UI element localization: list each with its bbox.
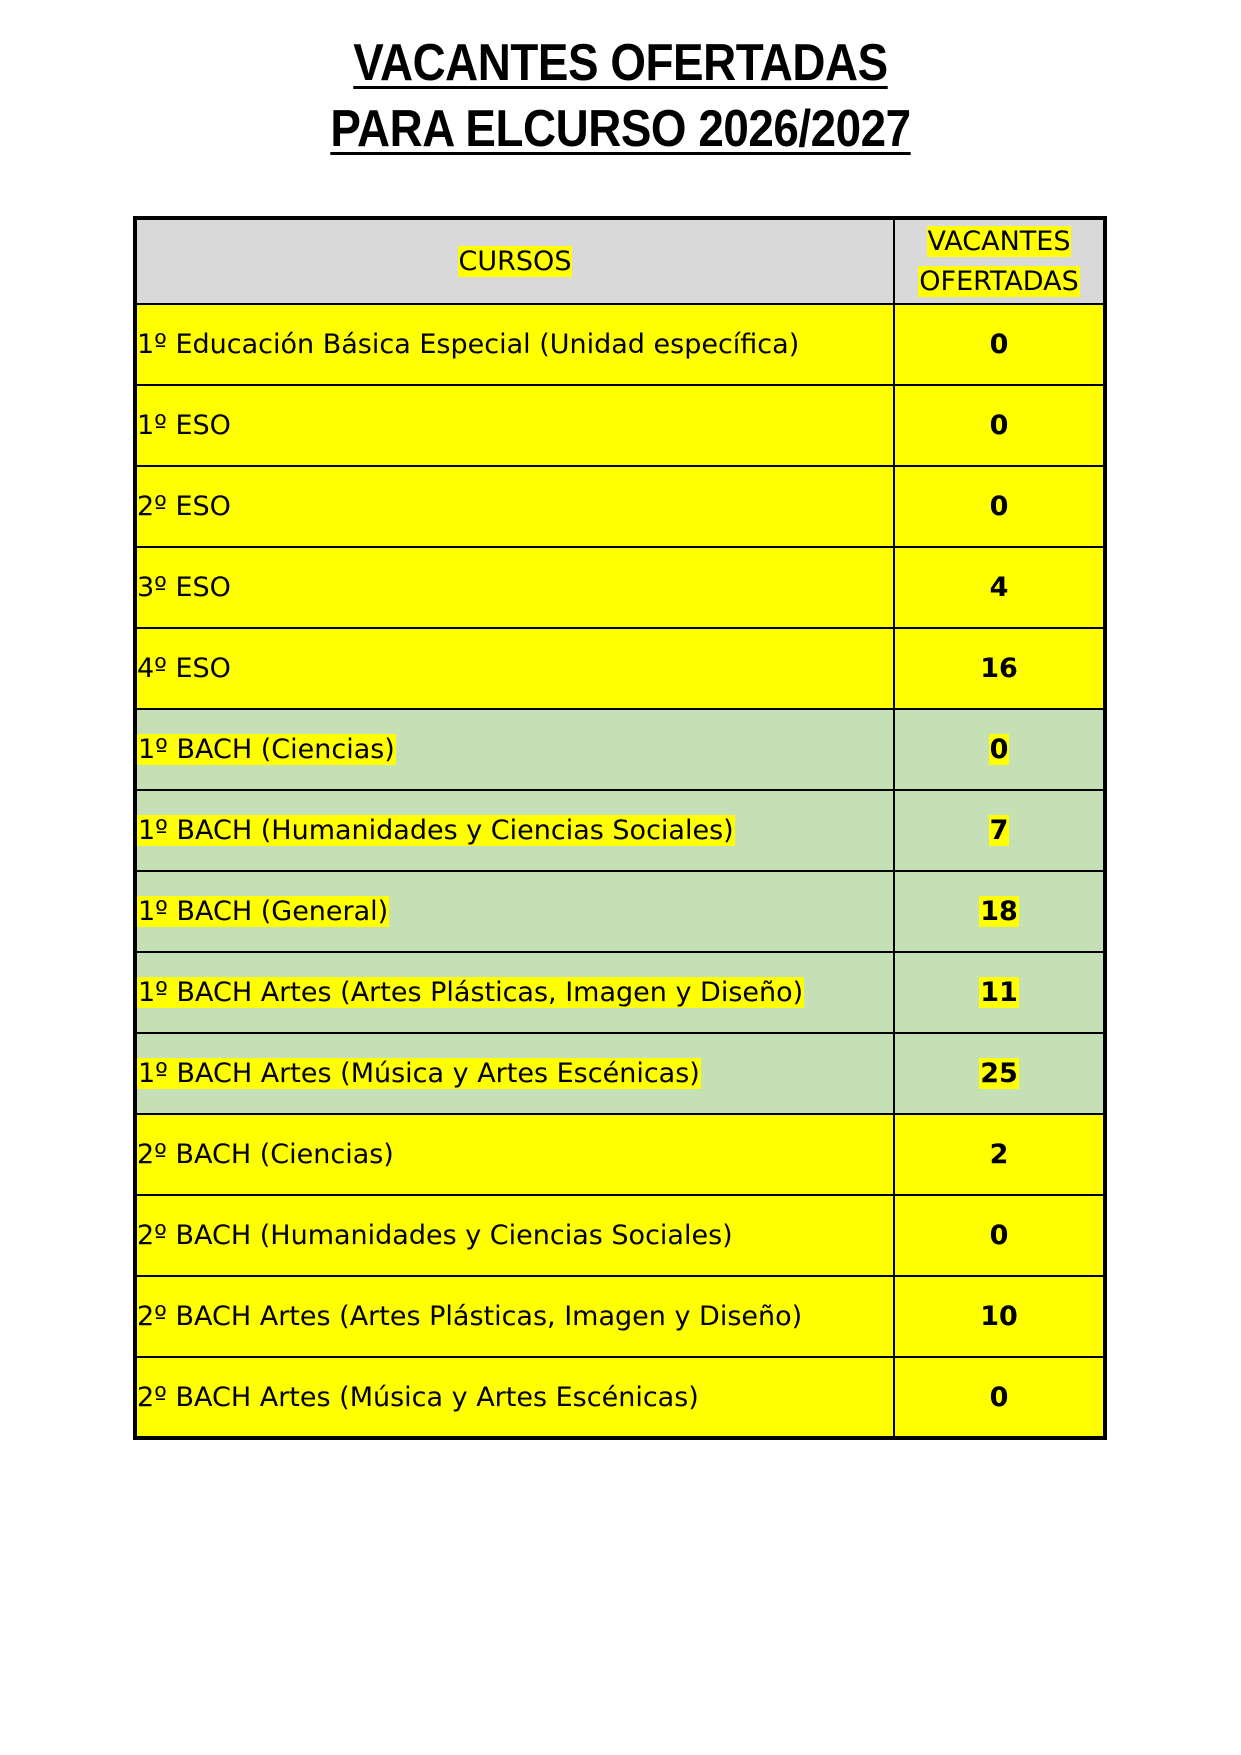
course-cell <box>135 385 894 466</box>
vacancies-value: 0 <box>989 1220 1009 1251</box>
course-cell <box>135 1033 894 1114</box>
table-row <box>135 304 1105 385</box>
vacancies-cell <box>894 1357 1105 1438</box>
course-name: 1º BACH (Ciencias) <box>138 734 395 765</box>
table-row <box>135 1114 1105 1195</box>
course-cell <box>135 1357 894 1438</box>
vacancies-cell <box>894 385 1105 466</box>
course-name: 3º ESO <box>137 572 231 603</box>
vacancies-value: 16 <box>980 653 1018 684</box>
course-cell <box>135 466 894 547</box>
vacancies-value: 0 <box>989 491 1009 522</box>
vacancies-cell <box>894 547 1105 628</box>
course-name: 2º BACH Artes (Música y Artes Escénicas) <box>137 1381 699 1413</box>
table-row <box>135 1195 1105 1276</box>
course-cell <box>135 1195 894 1276</box>
header-cursos: CURSOS <box>135 218 894 304</box>
vacancies-value: 0 <box>989 329 1009 360</box>
course-cell <box>135 871 894 952</box>
vacancies-value: 25 <box>980 1058 1018 1089</box>
table-row <box>135 1357 1105 1438</box>
table-row <box>135 547 1105 628</box>
vacancies-value: 18 <box>980 896 1018 927</box>
course-cell <box>135 304 894 385</box>
course-cell <box>135 1114 894 1195</box>
table-row <box>135 385 1105 466</box>
course-name: 1º BACH Artes (Artes Plásticas, Imagen y Diseño) <box>138 977 804 1008</box>
course-name: 2º ESO <box>137 491 231 522</box>
course-cell <box>135 790 894 871</box>
page-title <box>74 30 1166 162</box>
table-row <box>135 1276 1105 1357</box>
course-cell <box>135 547 894 628</box>
vacancies-cell <box>894 1114 1105 1195</box>
course-name: 1º Educación Básica Especial (Unidad específica) <box>137 329 800 360</box>
course-name: 1º BACH (General) <box>138 896 389 927</box>
vacancies-cell <box>894 709 1105 790</box>
course-name: 4º ESO <box>137 653 231 684</box>
vacancies-cell <box>894 952 1105 1033</box>
title-line-1: VACANTES OFERTADAS <box>353 34 888 92</box>
table-header-row <box>135 218 1105 304</box>
vacancies-value: 7 <box>989 815 1009 846</box>
course-cell <box>135 1276 894 1357</box>
vacancies-cell <box>894 304 1105 385</box>
vacancies-value: 11 <box>980 977 1018 1008</box>
vacancies-table <box>133 216 1107 1440</box>
course-cell <box>135 709 894 790</box>
table-row <box>135 790 1105 871</box>
table-row <box>135 1033 1105 1114</box>
table-row <box>135 628 1105 709</box>
vacancies-value: 0 <box>989 1381 1009 1413</box>
vacancies-cell <box>894 1276 1105 1357</box>
vacancies-value: 2 <box>989 1139 1009 1170</box>
table-row <box>135 871 1105 952</box>
course-name: 1º BACH Artes (Música y Artes Escénicas) <box>138 1058 700 1089</box>
table-row <box>135 709 1105 790</box>
course-name: 2º BACH (Ciencias) <box>137 1139 394 1170</box>
course-name: 2º BACH (Humanidades y Ciencias Sociales) <box>137 1220 733 1251</box>
table-row <box>135 466 1105 547</box>
course-name: 2º BACH Artes (Artes Plásticas, Imagen y Diseño) <box>137 1301 803 1332</box>
header-vacantes: VACANTES OFERTADAS <box>894 218 1105 304</box>
course-cell <box>135 628 894 709</box>
vacancies-value: 10 <box>980 1301 1018 1332</box>
vacancies-value: 4 <box>989 572 1009 603</box>
vacancies-value: 0 <box>989 410 1009 441</box>
vacancies-cell <box>894 1033 1105 1114</box>
vacancies-cell <box>894 871 1105 952</box>
vacancies-value: 0 <box>989 734 1009 765</box>
table-row <box>135 952 1105 1033</box>
title-line-2: PARA ELCURSO 2026/2027 <box>330 100 911 158</box>
vacancies-cell <box>894 466 1105 547</box>
course-name: 1º ESO <box>137 410 231 441</box>
vacancies-cell <box>894 628 1105 709</box>
course-name: 1º BACH (Humanidades y Ciencias Sociales) <box>138 815 734 846</box>
course-cell <box>135 952 894 1033</box>
vacancies-cell <box>894 790 1105 871</box>
vacancies-cell <box>894 1195 1105 1276</box>
